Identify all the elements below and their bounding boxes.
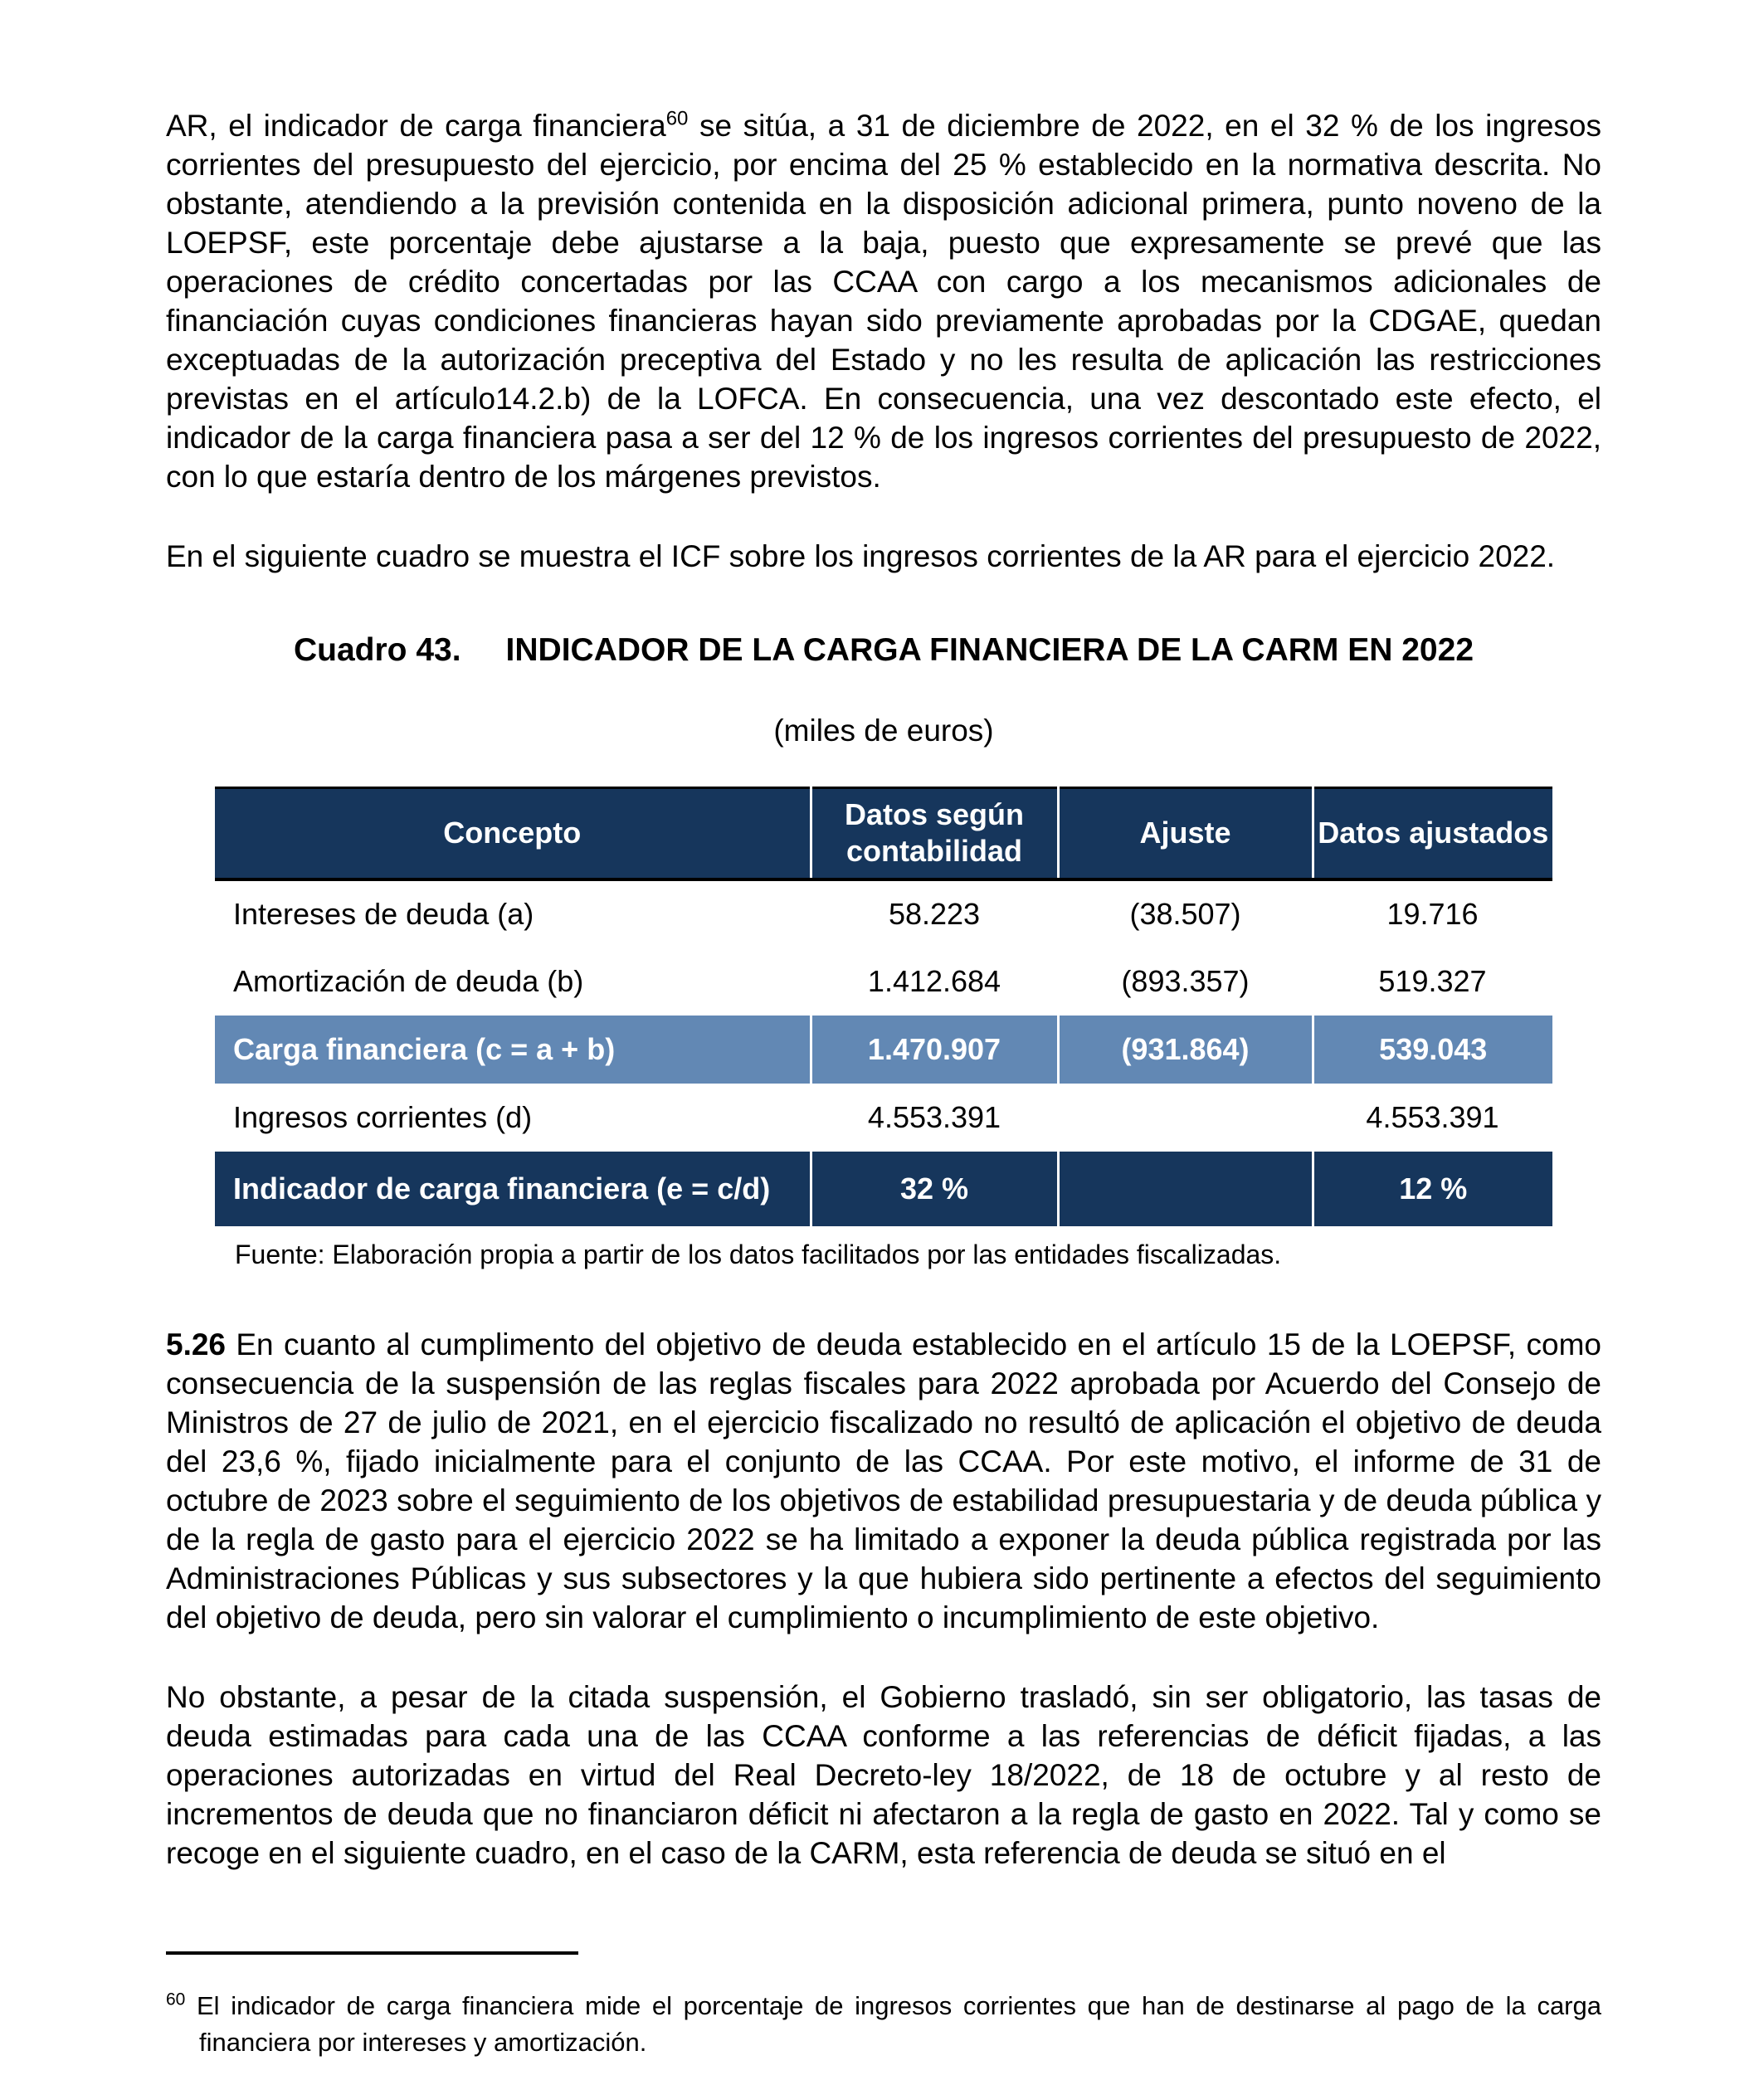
financial-burden-table [215,787,1552,1226]
column-header-concepto: Concepto [215,788,811,879]
table-row-intereses [215,879,1552,947]
paragraph-1-text-start: AR, el indicador de carga financiera [166,109,666,143]
table-header-row [215,788,1552,879]
footnote-area [166,1951,1601,2061]
table-caption-number: Cuadro 43. [293,632,461,668]
table-row-amortizacion [215,947,1552,1016]
cell-concepto: Intereses de deuda (a) [233,896,534,931]
cell-ajuste: (893.357) [1121,963,1250,998]
paragraph-table-intro: En el siguiente cuadro se muestra el ICF sobre los ingresos corrientes de la AR para el ejercicio 2022. [166,539,1556,573]
cell-ajuste [1058,1084,1313,1152]
paragraph-5-26 [166,1325,1601,1637]
cell-datos-segun: 1.470.907 [811,1016,1058,1084]
cell-datos-segun: 1.412.684 [867,963,1001,998]
column-header-ajuste: Ajuste [1058,788,1313,879]
footnote-separator-rule [166,1951,578,1955]
footnote-60-text: El indicador de carga financiera mide el porcentaje de ingresos corrientes que han de destinarse al pago de la carga financiera por intereses y amortización. [185,1991,1601,2057]
table-row-ingresos-corrientes [215,1084,1552,1152]
cell-concepto: Amortización de deuda (b) [233,963,584,998]
table-caption-title: INDICADOR DE LA CARGA FINANCIERA DE LA CARM EN 2022 [505,632,1474,668]
table-units-note: (miles de euros) [773,714,994,748]
paragraph-no-obstante: No obstante, a pesar de la citada suspensión, el Gobierno trasladó, sin ser obligatorio, las tasas de deuda estimadas para cada una de las CCAA conforme a las referencias de déficit fijadas, a las operaciones autorizadas en virtud del Real Decreto-ley 18/2022, de 18 de octubre y al resto de incrementos de deuda que no financiaron déficit ni afectaron a la regla de gasto en 2022. Tal y como se recoge en el siguiente cuadro, en el caso de la CARM, esta referencia de deuda se situó en el [166,1679,1601,1870]
paragraph-5-26-text: En cuanto al cumplimento del objetivo de deuda establecido en el artículo 15 de la LOEPSF, como consecuencia de la suspensión de las reglas fiscales para 2022 aprobada por Acuerdo del Consejo de Ministros de 27 de julio de 2021, en el ejercicio fiscalizado no resultó de aplicación el objetivo de deuda del 23,6 %, fijado inicialmente para el conjunto de las CCAA. Por este motivo, el informe de 31 de octubre de 2023 sobre el seguimiento de los objetivos de estabilidad presupuestaria y de deuda pública y de la regla de gasto para el ejercicio 2022 se ha limitado a exponer la deuda pública registrada por las Administraciones Públicas y sus subsectores y la que hubiera sido pertinente a efectos del seguimiento del objetivo de deuda, pero sin valorar el cumplimiento o incumplimiento de este objetivo. [166,1327,1601,1634]
cell-ajuste: (38.507) [1129,896,1241,931]
cell-datos-ajustados: 4.553.391 [1366,1099,1499,1134]
cell-ajuste: (931.864) [1058,1016,1313,1084]
cell-datos-segun: 4.553.391 [867,1099,1001,1134]
footnote-60 [166,1988,1601,2061]
cell-datos-segun: 32 % [811,1152,1058,1226]
cell-concepto: Indicador de carga financiera (e = c/d) [215,1152,811,1226]
cell-datos-ajustados: 539.043 [1379,1031,1488,1066]
paragraph-financial-burden [166,106,1601,496]
table-row-indicador [215,1152,1552,1226]
table-row-carga-financiera [215,1016,1552,1084]
footnote-reference-60: 60 [665,107,689,130]
cell-datos-ajustados: 19.716 [1386,896,1479,931]
cell-datos-ajustados: 12 % [1399,1171,1468,1206]
paragraph-1-text-end: se sitúa, a 31 de diciembre de 2022, en el 32 % de los ingresos corrientes del presupuesto del ejercicio, por encima del 25 % establecido en la normativa descrita. No obstante, atendiendo a la previsión contenida en la disposición adicional primera, punto noveno de la LOEPSF, este porcentaje debe ajustarse a la baja, puesto que expresamente se prevé que las operaciones de crédito concertadas por las CCAA con cargo a los mecanismos adicionales de financiación cuyas condiciones financieras hayan sido previamente aprobadas por la CDGAE, quedan exceptuadas de la autorización preceptiva del Estado y no les resulta de aplicación las restricciones previstas en el artículo14.2.b) de la LOFCA. En consecuencia, una vez descontado este efecto, el indicador de la carga financiera pasa a ser del 12 % de los ingresos corrientes del presupuesto de 2022, con lo que estaría dentro de los márgenes previstos. [166,109,1601,494]
table-container [215,787,1552,1272]
cell-concepto: Ingresos corrientes (d) [233,1099,533,1134]
cell-concepto: Carga financiera (c = a + b) [215,1016,811,1084]
footnote-60-marker: 60 [166,1990,186,2009]
column-header-datos-ajustados: Datos ajustados [1313,788,1552,879]
cell-datos-ajustados: 519.327 [1378,963,1487,998]
table-source-note: Fuente: Elaboración propia a partir de los datos facilitados por las entidades fiscalizadas. [235,1239,1282,1269]
cell-datos-segun: 58.223 [888,896,981,931]
column-header-datos-segun-contabilidad: Datos según contabilidad [811,788,1058,879]
paragraph-number: 5.26 [166,1327,227,1361]
table-caption [166,631,1601,670]
cell-ajuste [1058,1152,1313,1226]
